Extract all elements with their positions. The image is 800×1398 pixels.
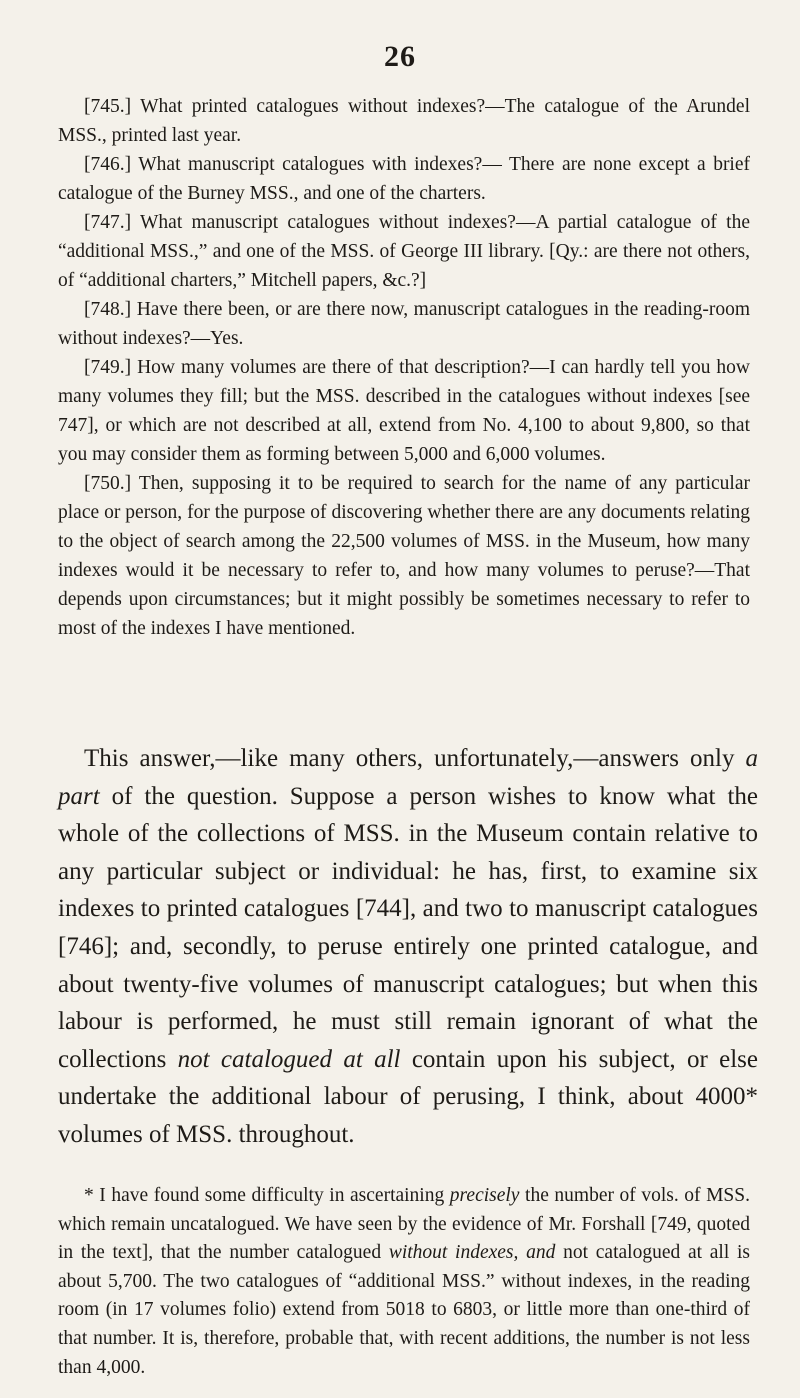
question-paragraph — [58, 92, 750, 150]
question-paragraph — [58, 469, 750, 643]
evidence-questions — [58, 92, 750, 643]
page-number: 26 — [384, 40, 416, 73]
question-paragraph — [58, 208, 750, 295]
question-number: [749.] — [84, 357, 132, 378]
footnote-emphasis: without indexes, and — [388, 1242, 556, 1264]
question-paragraph — [58, 353, 750, 469]
commentary-emphasis: not catalogued at all — [177, 1045, 401, 1073]
question-text: What manuscript catalogues without indexes?—A partial catalogue of the “additional MSS.,” and one of the MSS. of George III library. [Qy.: are there not others, of “additional charters,” Mitchell papers, &c.?] — [58, 212, 750, 291]
question-paragraph — [58, 295, 750, 353]
question-number: [748.] — [84, 299, 132, 320]
footnote-text: the number of vols. of MSS. which remain uncatalogued. We have seen by the evidence of Mr. Forshall [749, quoted in the text], that the number catalogued — [58, 1185, 750, 1264]
question-text: Have there been, or are there now, manuscript catalogues in the reading-room without indexes?—Yes. — [58, 299, 750, 349]
commentary-text: contain upon his subject, or else undertake the additional labour of perusing, I think, about 4000* volumes of MSS. throughout. — [58, 1045, 758, 1148]
commentary-paragraph — [58, 740, 758, 1154]
commentary-emphasis: a part — [58, 745, 758, 810]
question-number: [746.] — [84, 154, 132, 175]
question-text: How many volumes are there of that description?—I can hardly tell you how many volumes they fill; but the MSS. described in the catalogues without indexes [see 747], or which are not described at all, extend from No. 4,100 to about 9,800, so that you may consider them as forming between 5,000 and 6,000 volumes. — [58, 357, 750, 465]
question-text: What manuscript catalogues with indexes?— There are none except a brief catalogue of the Burney MSS., and one of the charters. — [58, 154, 750, 204]
footnote — [58, 1182, 750, 1382]
commentary-text: This answer,—like many others, unfortunately,—answers only — [84, 745, 746, 772]
commentary-text: of the question. Suppose a person wishes to know what the whole of the collections of MSS. in the Museum contain relative to any particular subject or individual: he has, first, to examine six indexes to printed catalogues [744], and two to manuscript catalogues [746]; and, secondly, to peruse entirely one printed catalogue, and about twenty-five volumes of manuscript catalogues; but when this labour is performed, he must still remain ignorant of what the collections — [58, 782, 758, 1073]
question-paragraph — [58, 150, 750, 208]
commentary — [58, 740, 758, 1154]
question-number: [745.] — [84, 96, 132, 117]
question-number: [750.] — [84, 473, 132, 494]
footnote-paragraph — [58, 1182, 750, 1382]
question-text: Then, supposing it to be required to search for the name of any particular place or person, for the purpose of discovering whether there are any documents relating to the object of search among the 22,500 volumes of MSS. in the Museum, how many indexes would it be necessary to refer to, and how many volumes to peruse?—That depends upon circumstances; but it might possibly be sometimes necessary to refer to most of the indexes I have mentioned. — [58, 473, 750, 639]
question-text: What printed catalogues without indexes?—The catalogue of the Arundel MSS., printed last year. — [58, 96, 750, 146]
question-number: [747.] — [84, 212, 132, 233]
footnote-text: * I have found some difficulty in ascertaining — [84, 1185, 450, 1206]
footnote-text: not catalogued at all is about 5,700. The two catalogues of “additional MSS.” without indexes, in the reading room (in 17 volumes folio) extend from 5018 to 6803, or little more than one-third of that number. It is, therefore, probable that, with recent additions, the number is not less than 4,000. — [58, 1242, 750, 1378]
footnote-emphasis: precisely — [449, 1185, 520, 1206]
